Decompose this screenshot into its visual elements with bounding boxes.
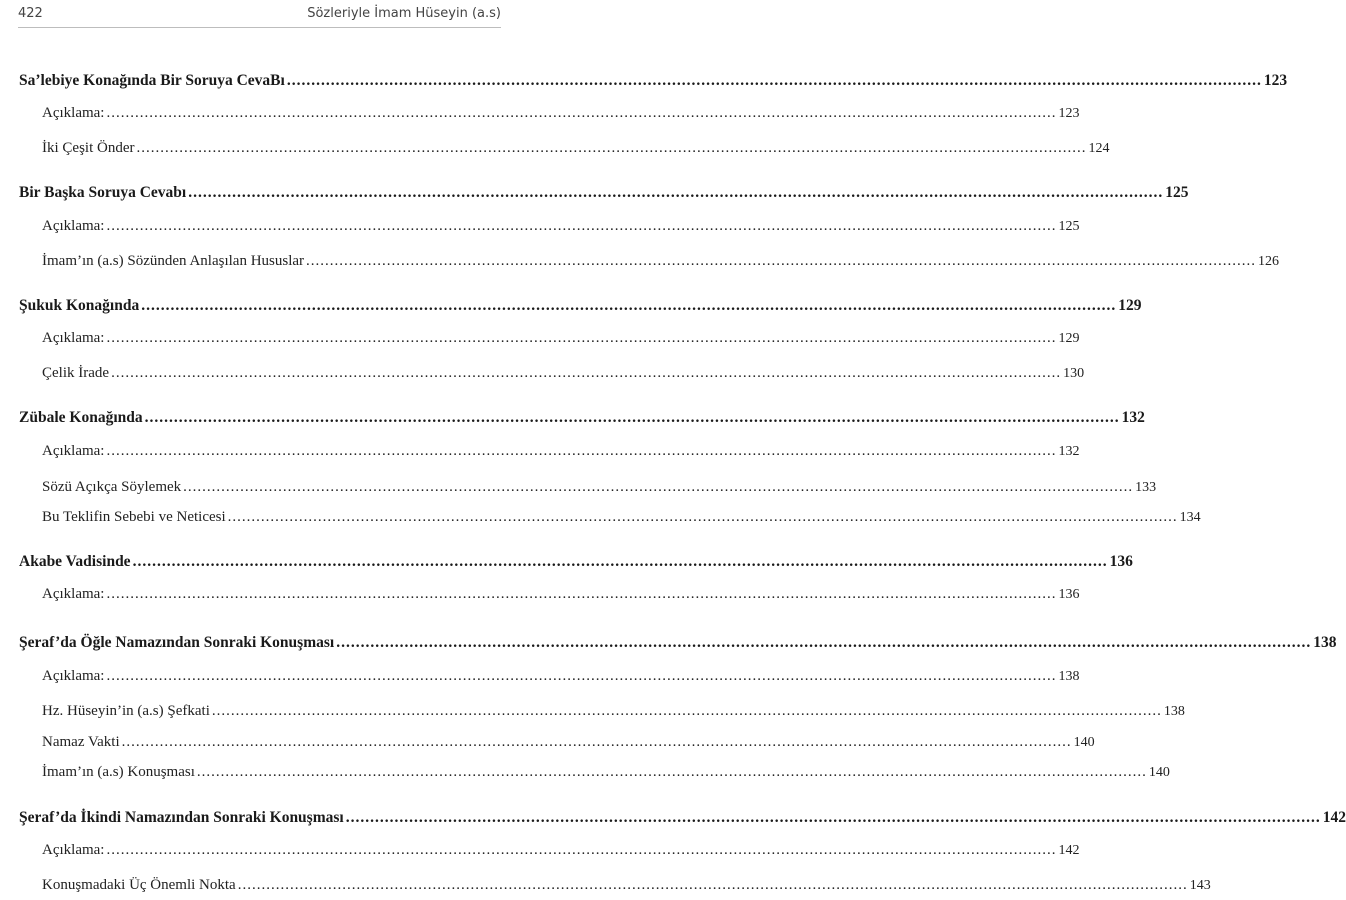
dot-leader: ........................................................................................................................................................................................................ <box>106 330 1057 346</box>
toc-entry-title: Şeraf’da İkindi Namazından Sonraki Konuşması <box>19 809 344 826</box>
toc-entry-page-number: 132 <box>1058 444 1080 459</box>
dot-leader: ........................................................................................................................................................................................................ <box>144 409 1120 426</box>
toc-section-entry <box>19 634 1337 652</box>
toc-entry-title: Konuşmadaki Üç Önemli Nokta <box>42 877 236 893</box>
toc-entry-page-number: 140 <box>1073 735 1095 750</box>
dot-leader: ........................................................................................................................................................................................................ <box>286 72 1262 89</box>
dot-leader: ........................................................................................................................................................................................................ <box>106 586 1057 602</box>
toc-entry-page-number: 129 <box>1118 297 1142 314</box>
toc-entry-title: Açıklama: <box>42 105 105 121</box>
toc-entry-title: Açıklama: <box>42 668 105 684</box>
toc-entry-page-number: 123 <box>1058 106 1080 121</box>
toc-subsection-entry <box>42 586 1080 603</box>
toc-entry-title: Şeraf’da Öğle Namazından Sonraki Konuşması <box>19 634 335 651</box>
toc-subsection-entry <box>42 734 1095 751</box>
toc-entry-title: Açıklama: <box>42 443 105 459</box>
toc-subsection-entry <box>42 218 1080 235</box>
toc-entry-page-number: 125 <box>1165 184 1189 201</box>
dot-leader: ........................................................................................................................................................................................................ <box>345 809 1321 826</box>
dot-leader: ........................................................................................................................................................................................................ <box>106 842 1057 858</box>
toc-entry-title: Akabe Vadisinde <box>19 553 131 570</box>
toc-entry-title: Namaz Vakti <box>42 734 120 750</box>
toc-entry-page-number: 136 <box>1058 587 1080 602</box>
toc-entry-page-number: 123 <box>1263 72 1288 89</box>
dot-leader: ........................................................................................................................................................................................................ <box>106 668 1057 684</box>
toc-entry-title: Sa’lebiye Konağında Bir Soruya CevaBı <box>19 72 285 89</box>
toc-entry-title: Bir Başka Soruya Cevabı <box>19 184 187 201</box>
toc-entry-title: Açıklama: <box>42 218 105 234</box>
toc-subsection-entry <box>42 140 1110 157</box>
running-title: Sözleriyle İmam Hüseyin (a.s) <box>307 6 501 21</box>
toc-entry-title: Bu Teklifin Sebebi ve Neticesi <box>42 509 226 525</box>
toc-entry-page-number: 136 <box>1109 553 1133 570</box>
dot-leader: ........................................................................................................................................................................................................ <box>183 479 1134 495</box>
toc-subsection-entry <box>42 842 1080 859</box>
toc-entry-title: Açıklama: <box>42 586 105 602</box>
toc-entry-title: Çelik İrade <box>42 365 110 381</box>
toc-entry-title: Zübale Konağında <box>19 409 143 426</box>
dot-leader: ........................................................................................................................................................................................................ <box>237 877 1188 893</box>
toc-entry-page-number: 132 <box>1121 409 1145 426</box>
toc-entry-page-number: 133 <box>1135 480 1157 495</box>
dot-leader: ........................................................................................................................................................................................................ <box>106 105 1057 121</box>
toc-entry-page-number: 138 <box>1313 634 1337 651</box>
toc-entry-page-number: 140 <box>1148 765 1170 780</box>
toc-entry-page-number: 126 <box>1258 254 1280 269</box>
toc-subsection-entry <box>42 479 1157 496</box>
toc-subsection-entry <box>42 509 1201 526</box>
dot-leader: ........................................................................................................................................................................................................ <box>106 218 1057 234</box>
toc-entry-page-number: 129 <box>1058 331 1080 346</box>
toc-entry-title: İmam’ın (a.s) Sözünden Anlaşılan Hususlar <box>42 253 305 269</box>
dot-leader: ........................................................................................................................................................................................................ <box>136 140 1087 156</box>
toc-entry-title: Şukuk Konağında <box>19 297 140 314</box>
toc-entry-page-number: 130 <box>1063 366 1085 381</box>
toc-subsection-entry <box>42 764 1170 781</box>
toc-entry-page-number: 124 <box>1088 141 1110 156</box>
dot-leader: ........................................................................................................................................................................................................ <box>111 365 1062 381</box>
toc-subsection-entry <box>42 703 1185 720</box>
dot-leader: ........................................................................................................................................................................................................ <box>141 297 1117 314</box>
toc-entry-title: İki Çeşit Önder <box>42 140 135 156</box>
toc-entry-title: Sözü Açıkça Söylemek <box>42 479 182 495</box>
toc-entry-page-number: 142 <box>1322 809 1346 826</box>
toc-entry-title: Açıklama: <box>42 842 105 858</box>
toc-entry-page-number: 134 <box>1179 510 1201 525</box>
toc-section-entry <box>19 553 1133 571</box>
toc-entry-page-number: 138 <box>1163 704 1185 719</box>
dot-leader: ........................................................................................................................................................................................................ <box>196 764 1147 780</box>
dot-leader: ........................................................................................................................................................................................................ <box>132 553 1108 570</box>
page-number: 422 <box>18 6 43 21</box>
dot-leader: ........................................................................................................................................................................................................ <box>336 634 1312 651</box>
dot-leader: ........................................................................................................................................................................................................ <box>106 443 1057 459</box>
toc-subsection-entry <box>42 443 1080 460</box>
toc-section-entry <box>19 184 1189 202</box>
toc-entry-title: Açıklama: <box>42 330 105 346</box>
toc-section-entry <box>19 409 1145 427</box>
toc-entry-page-number: 143 <box>1189 878 1211 893</box>
toc-entry-page-number: 142 <box>1058 843 1080 858</box>
toc-subsection-entry <box>42 668 1080 685</box>
toc-subsection-entry <box>42 105 1080 122</box>
dot-leader: ........................................................................................................................................................................................................ <box>121 734 1072 750</box>
toc-subsection-entry <box>42 253 1280 270</box>
toc-section-entry <box>19 809 1346 827</box>
dot-leader: ........................................................................................................................................................................................................ <box>211 703 1162 719</box>
toc-section-entry <box>19 297 1142 315</box>
toc-subsection-entry <box>42 877 1211 894</box>
toc-entry-title: İmam’ın (a.s) Konuşması <box>42 764 195 780</box>
toc-entry-title: Hz. Hüseyin’in (a.s) Şefkati <box>42 703 210 719</box>
toc-entry-page-number: 125 <box>1058 219 1080 234</box>
toc-subsection-entry <box>42 330 1080 347</box>
toc-entry-page-number: 138 <box>1058 669 1080 684</box>
dot-leader: ........................................................................................................................................................................................................ <box>227 509 1178 525</box>
toc-subsection-entry <box>42 365 1085 382</box>
dot-leader: ........................................................................................................................................................................................................ <box>188 184 1164 201</box>
dot-leader: ........................................................................................................................................................................................................ <box>306 253 1257 269</box>
toc-section-entry <box>19 72 1288 90</box>
